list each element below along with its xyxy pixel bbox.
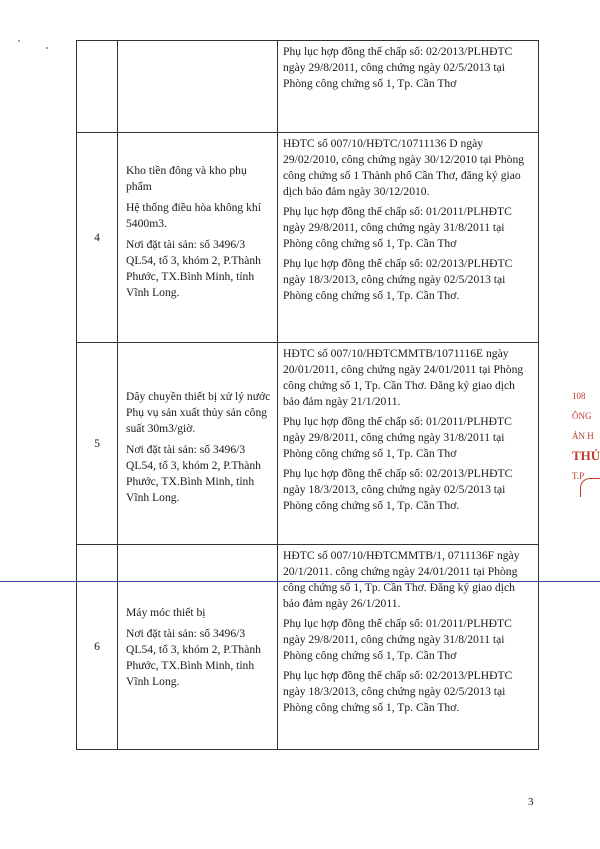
document-entry: Phụ lục hợp đồng thế chấp số: 02/2013/PLHĐTC ngày 18/3/2013, công chứng ngày 02/5/2013 tại Phòng công chứng số 1, Tp. Cần Thơ. (283, 467, 513, 512)
row-number-cell (77, 133, 118, 343)
page-number: 3 (528, 796, 534, 808)
document-entry: Phụ lục hợp đồng thế chấp số: 02/2013/PLHĐTC ngày 18/3/2013, công chứng ngày 02/5/2013 tại Phòng công chứng số 1, Tp. Cần Thơ. (283, 669, 513, 714)
document-entry: HĐTC số 007/10/HĐTC/10711136 D ngày 29/02/2010, công chứng ngày 30/12/2010 tại Phòng công chứng số 1 Thành phố Cần Thơ, đăng ký giao dịch bảo đảm ngày 30/12/2010. (283, 137, 525, 198)
table-row (77, 41, 539, 133)
document-entry: Phụ lục hợp đồng thế chấp số: 01/2011/PLHĐTC ngày 29/8/2011, công chứng ngày 31/8/2011 tại Phòng công chứng số 1, Tp. Cần Thơ (283, 617, 512, 662)
document-entry: Phụ lục hợp đồng thế chấp số: 01/2011/PLHĐTC ngày 29/8/2011, công chứng ngày 31/8/2011 tại Phòng công chứng số 1, Tp. Cần Thơ (283, 415, 512, 460)
row-number: 4 (94, 230, 100, 244)
asset-collateral-table (76, 40, 539, 750)
asset-location: Nơi đặt tài sản: số 3496/3 QL54, tổ 3, khóm 2, P.Thành Phước, TX.Bình Minh, tỉnh Vĩnh Long. (126, 443, 261, 504)
asset-description: Hệ thống điều hòa không khí 5400m3. (126, 201, 261, 230)
asset-description: Dây chuyền thiết bị xử lý nước Phụ vụ sản xuất thủy sản công suất 30m3/giờ. (126, 390, 271, 435)
document-entry: HĐTC số 007/10/HĐTCMMTB/1, 0711136F ngày 20/1/2011. công chứng ngày 24/01/2011 tại Phòng công chứng số 1, Tp. Cần Thơ. Đăng ký giao dịch bảo đảm ngày 26/1/2011. (283, 549, 520, 610)
asset-cell (118, 41, 278, 133)
asset-description: Kho tiền đông và kho phụ phẩm (126, 164, 247, 193)
document-entry: HĐTC số 007/10/HĐTCMMTB/1071116E ngày 20/01/2011, công chứng ngày 24/01/2011 tại Phòng công chứng số 1, Tp. Cần Thơ. Đăng ký giao dịch bảo đảm ngày 21/1/2011. (283, 347, 524, 408)
stamp-fragment: 108 ÔNG ÁN H THỦ T.P (572, 391, 600, 481)
row-number-cell (77, 41, 118, 133)
table-row (77, 343, 539, 545)
document-entry: Phụ lục hợp đồng thế chấp số: 01/2011/PLHĐTC ngày 29/8/2011, công chứng ngày 31/8/2011 tại Phòng công chứng số 1, Tp. Cần Thơ (283, 205, 512, 250)
documents-cell (278, 545, 539, 750)
documents-cell (278, 41, 539, 133)
asset-cell (118, 133, 278, 343)
asset-location: Nơi đặt tài sản: số 3496/3 QL54, tổ 3, khóm 2, P.Thành Phước, TX.Bình Minh, tỉnh Vĩnh Long. (126, 627, 261, 688)
asset-cell (118, 545, 278, 750)
row-number: 5 (94, 436, 100, 450)
document-entry: Phụ lục hợp đồng thế chấp số: 02/2013/PLHĐTC ngày 18/3/2013, công chứng ngày 02/5/2013 tại Phòng công chứng số 1, Tp. Cần Thơ. (283, 257, 513, 302)
documents-cell (278, 343, 539, 545)
table-row (77, 545, 539, 750)
scan-speck (46, 47, 48, 49)
scan-speck (18, 40, 20, 42)
asset-cell (118, 343, 278, 545)
asset-location: Nơi đặt tài sản: số 3496/3 QL54, tổ 3, khóm 2, P.Thành Phước, TX.Bình Minh, tỉnh Vĩnh Long. (126, 238, 261, 299)
asset-description: Máy móc thiết bị (126, 606, 206, 619)
document-entry: Phụ lục hợp đồng thế chấp số: 02/2013/PLHĐTC ngày 29/8/2011, công chứng ngày 02/5/2013 tại Phòng công chứng số 1, Tp. Cần Thơ (283, 45, 513, 90)
table-row (77, 133, 539, 343)
documents-cell (278, 133, 539, 343)
row-number-cell (77, 343, 118, 545)
row-number: 6 (94, 640, 100, 653)
row-number-cell (77, 545, 118, 750)
horizontal-rule-line (0, 581, 600, 582)
stamp-ring-arc (580, 478, 600, 497)
